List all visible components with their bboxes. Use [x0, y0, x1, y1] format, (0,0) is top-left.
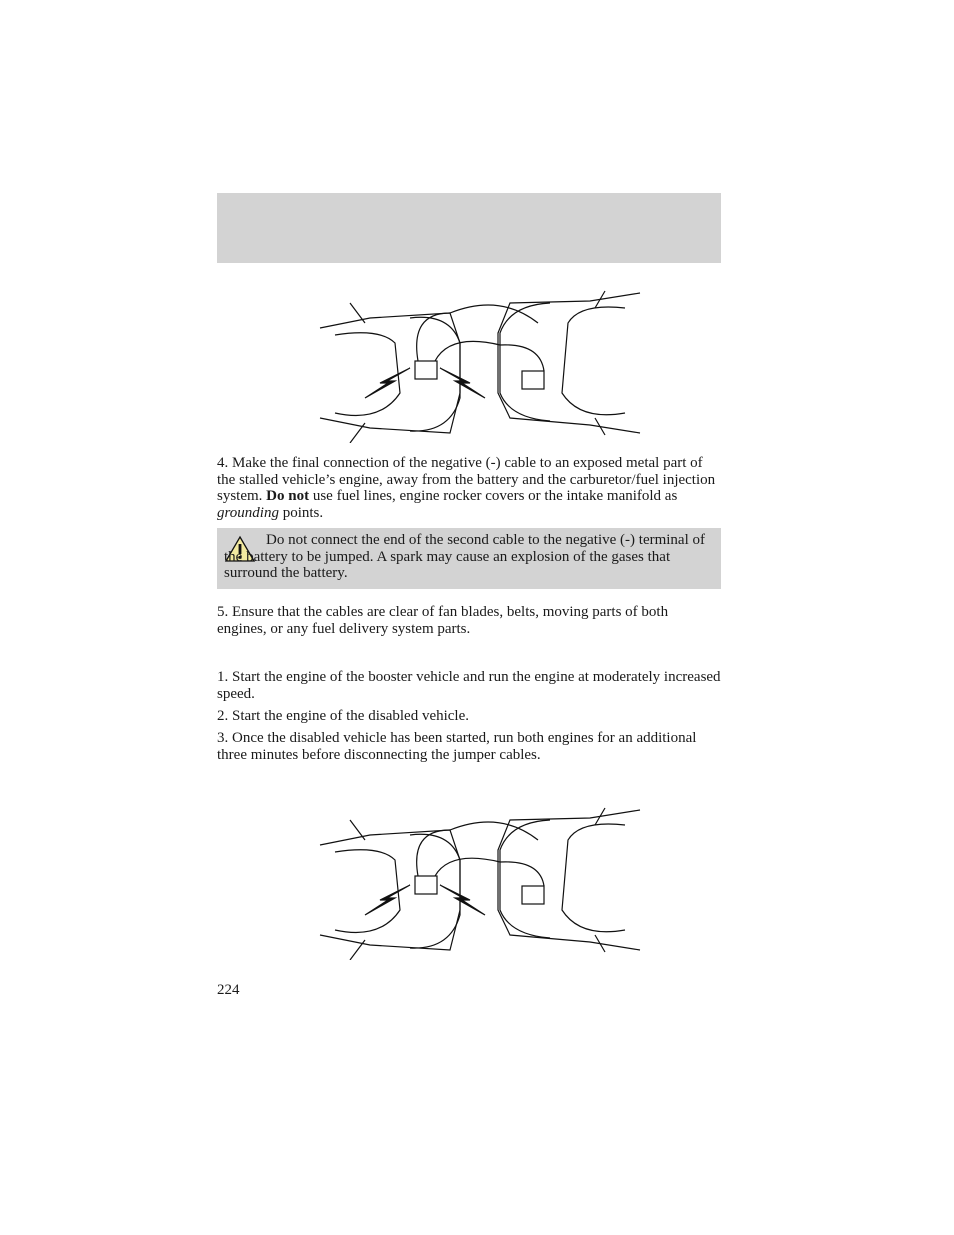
jump-start-illustration-top: [300, 283, 660, 443]
page-number: 224: [217, 982, 240, 998]
warning-box: [217, 528, 721, 589]
step-4-bold: Do not: [266, 488, 310, 504]
step-5-paragraph: 5. Ensure that the cables are clear of fan blades, belts, moving parts of both engines, or any fuel delivery system parts.: [217, 604, 669, 637]
warning-text: Do not connect the end of the second cable to the negative (-) terminal of the battery to be jumped. A spark may cause an explosion of the gases that surround the battery.: [224, 532, 705, 581]
jump-start-illustration-bottom: [300, 800, 660, 960]
section-header-band: [217, 193, 721, 263]
step-4-italic: grounding: [217, 504, 279, 521]
step-4-text-b: use fuel lines, engine rocker covers or the intake manifold as: [309, 488, 678, 504]
start-step-1: 1. Start the engine of the booster vehicle and run the engine at moderately increased speed.: [217, 669, 721, 702]
step-4-paragraph: [217, 455, 721, 521]
step-4-text-a: 4. Make the final connection of the negative (-) cable to an exposed metal part of the stalled vehicle’s engine, away from the battery and the carburetor/fuel injection system.: [217, 455, 716, 504]
step-4-text-c: points.: [278, 504, 324, 521]
start-step-3: 3. Once the disabled vehicle has been started, run both engines for an additional three minutes before disconnecting the jumper cables.: [217, 730, 697, 763]
start-step-2: 2. Start the engine of the disabled vehicle.: [217, 708, 470, 724]
